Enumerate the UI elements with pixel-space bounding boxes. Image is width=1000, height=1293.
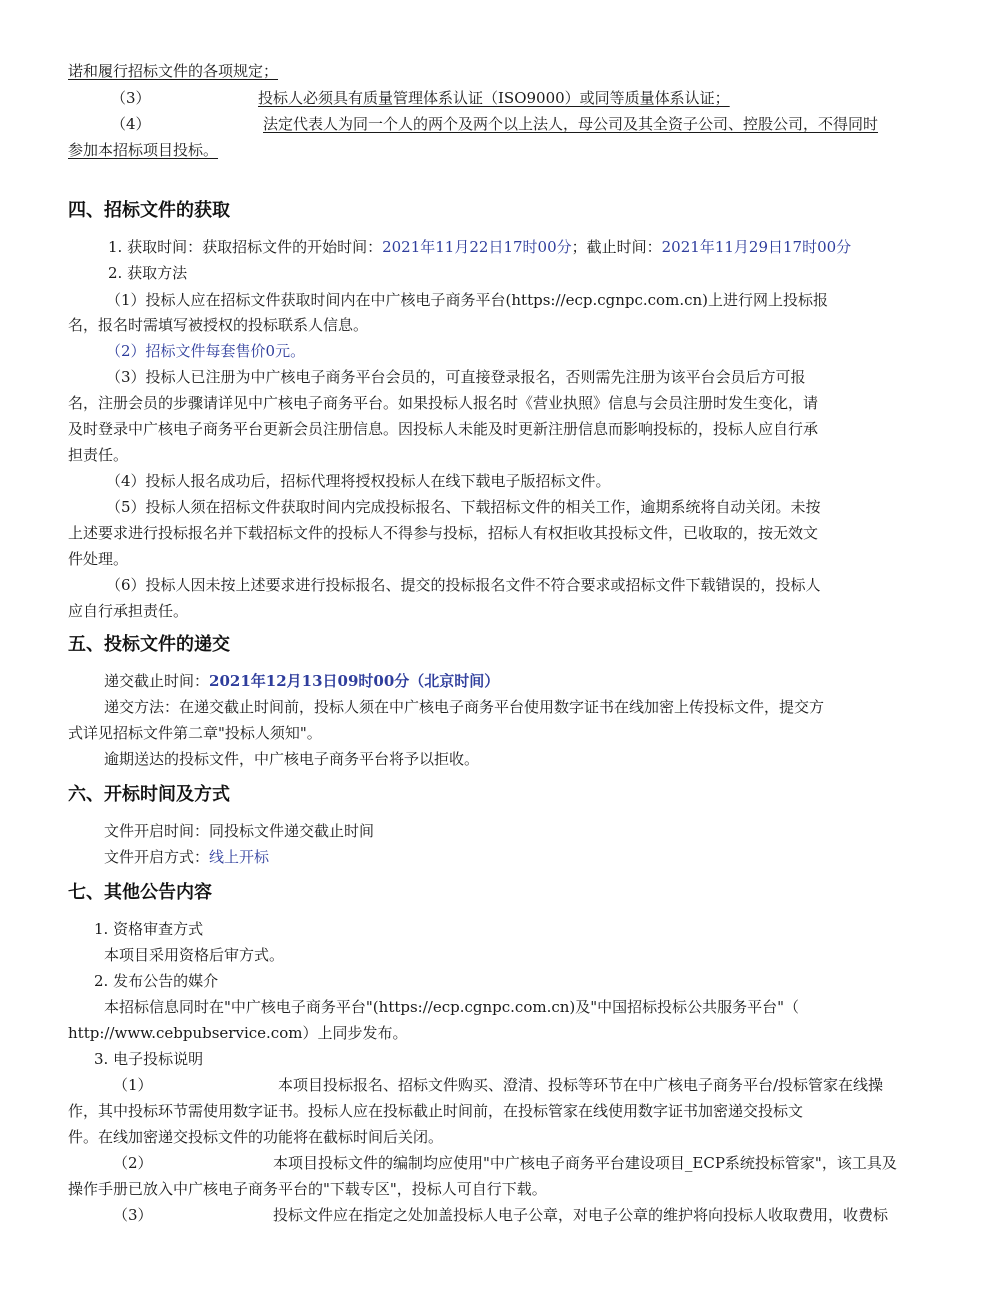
- section-heading-5: 五、投标文件的递交: [68, 634, 230, 655]
- e-bid-item-2-line2: 操作手册已放入中广核电子商务平台的"下载专区"，投标人可自行下载。: [68, 1180, 547, 1198]
- e-bid-item-1-line3: 件。在线加密递交投标文件的功能将在截标时间后关闭。: [68, 1128, 444, 1146]
- e-bid-item-3-line1: （3） 投标文件应在指定之处加盖投标人电子公章，对电子公章的维护将向投标人收取费用，收费标: [113, 1206, 889, 1224]
- section-heading-4: 四、招标文件的获取: [68, 200, 230, 221]
- method-p5-line2: 上述要求进行投标报名并下载招标文件的投标人不得参与投标，招标人有权拒收其投标文件，已收取的，按无效文: [68, 524, 819, 542]
- submission-method-line2: 式详见招标文件第二章"投标人须知"。: [68, 724, 322, 742]
- method-p6-line1: （6）投标人因未按上述要求进行投标报名、提交的投标报名文件不符合要求或招标文件下载错误的，投标人: [106, 576, 821, 594]
- other-item-2-line1: 本招标信息同时在"中广核电子商务平台"(https://ecp.cgnpc.com.cn)及"中国招标投标公共服务平台"（: [104, 998, 800, 1016]
- opening-time: 文件开启时间：同投标文件递交截止时间: [104, 822, 375, 840]
- section-heading-7: 七、其他公告内容: [68, 882, 212, 903]
- qualification-item-3: （3） 投标人必须具有质量管理体系认证（ISO9000）或同等质量体系认证；: [111, 89, 730, 107]
- other-item-1-text: 本项目采用资格后审方式。: [104, 946, 285, 964]
- submission-deadline: 递交截止时间：2021年12月13日09时00分（北京时间）: [104, 672, 500, 690]
- e-bid-item-1-line2: 作，其中投标环节需使用数字证书。投标人应在投标截止时间前，在投标管家在线使用数字证书加密递交投标文: [68, 1102, 804, 1120]
- method-p3-line4: 担责任。: [68, 446, 129, 464]
- section-heading-6: 六、开标时间及方式: [68, 784, 230, 805]
- qualification-item-4: （4） 法定代表人为同一个人的两个及两个以上法人，母公司及其全资子公司、控股公司，不得同时: [111, 115, 879, 133]
- other-item-3-title: 3. 电子投标说明: [94, 1050, 204, 1068]
- other-item-1-title: 1. 资格审查方式: [94, 920, 204, 938]
- other-item-2-title: 2. 发布公告的媒介: [94, 972, 219, 990]
- method-p4: （4）投标人报名成功后，招标代理将授权投标人在线下载电子版招标文件。: [106, 472, 611, 490]
- method-p1-line2: 名，报名时需填写被授权的投标联系人信息。: [68, 316, 369, 334]
- method-p6-line2: 应自行承担责任。: [68, 602, 189, 620]
- qualification-item-4-continued: 参加本招标项目投标。: [68, 141, 219, 159]
- method-p3-line1: （3）投标人已注册为中广核电子商务平台会员的，可直接登录报名，否则需先注册为该平台会员后方可报: [106, 368, 806, 386]
- e-bid-item-2-line1: （2） 本项目投标文件的编制均应使用"中广核电子商务平台建设项目_ECP系统投标管家"，该工具及: [113, 1154, 897, 1172]
- qualification-line-continued: 诺和履行招标文件的各项规定；: [68, 62, 279, 80]
- method-p5-line1: （5）投标人须在招标文件获取时间内完成投标报名、下载招标文件的相关工作，逾期系统将自动关闭。未按: [106, 498, 821, 516]
- method-p1-line1: （1）投标人应在招标文件获取时间内在中广核电子商务平台(https://ecp.cgnpc.com.cn)上进行网上投标报: [106, 291, 828, 309]
- acquisition-time: 1. 获取时间：获取招标文件的开始时间：2021年11月22日17时00分；截止时间：2021年11月29日17时00分: [108, 238, 852, 256]
- other-item-2-line2: http://www.cebpubservice.com）上同步发布。: [68, 1024, 408, 1042]
- acquisition-method-title: 2. 获取方法: [108, 264, 188, 282]
- method-p2-price: （2）招标文件每套售价0元。: [106, 342, 306, 360]
- method-p3-line3: 及时登录中广核电子商务平台更新会员注册信息。因投标人未能及时更新注册信息而影响投标的，投标人应自行承: [68, 420, 819, 438]
- opening-method: 文件开启方式：线上开标: [104, 848, 270, 866]
- late-submission-note: 逾期送达的投标文件，中广核电子商务平台将予以拒收。: [104, 750, 480, 768]
- method-p3-line2: 名，注册会员的步骤请详见中广核电子商务平台。如果投标人报名时《营业执照》信息与会员注册时发生变化，请: [68, 394, 819, 412]
- submission-method-line1: 递交方法：在递交截止时间前，投标人须在中广核电子商务平台使用数字证书在线加密上传投标文件，提交方: [104, 698, 825, 716]
- e-bid-item-1-line1: （1） 本项目投标报名、招标文件购买、澄清、投标等环节在中广核电子商务平台/投标管家在线操: [113, 1076, 884, 1094]
- method-p5-line3: 件处理。: [68, 550, 129, 568]
